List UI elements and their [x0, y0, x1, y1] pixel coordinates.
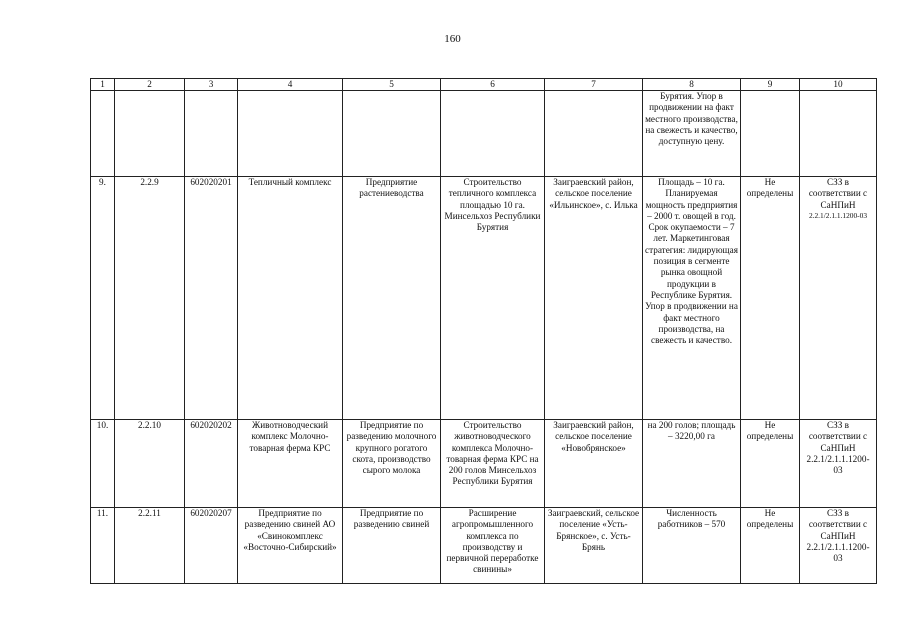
id-cell — [185, 91, 238, 177]
object-name-cell — [238, 91, 343, 177]
column-header: 4 — [238, 79, 343, 91]
object-name-cell: Животноводческий комплекс Молочно-товарная ферма КРС — [238, 420, 343, 508]
purpose-cell: Предприятие по разведению свиней — [343, 508, 441, 584]
projects-table — [90, 78, 877, 584]
characteristics-cell: Бурятия. Упор в продвижении на факт местного производства, на свежесть и качество, доступную цену. — [643, 91, 741, 177]
location-cell — [545, 91, 643, 177]
code-cell: 2.2.10 — [115, 420, 185, 508]
characteristics-cell: Площадь – 10 га. Планируемая мощность предприятия – 2000 т. овощей в год. Срок окупаемости – 7 лет. Маркетинговая стратегия: лидирующая позиция в сегменте рынка овощной продукции в Республике Бурятия. Упор в продвижении на факт местного производства, на свежесть и качество. — [643, 177, 741, 420]
column-header: 1 — [91, 79, 115, 91]
sanitary-zone-text: СЗЗ в соответствии с СаНПиН — [808, 177, 868, 210]
page-number: 160 — [444, 33, 461, 45]
row-number — [91, 91, 115, 177]
location-cell: Заиграевский район, сельское поселение «Ильинское», с. Илька — [545, 177, 643, 420]
sanitary-zone-cell: СЗЗ в соответствии с СаНПиН 2.2.1/2.1.1.1200-03 — [800, 420, 877, 508]
row-number: 11. — [91, 508, 115, 584]
sanitary-zone-code: 2.2.1/2.1.1.1200-03 — [808, 210, 868, 220]
column-header: 5 — [343, 79, 441, 91]
location-cell: Заиграевский, сельское поселение «Усть-Брянское», с. Усть-Брянь — [545, 508, 643, 584]
table-row — [91, 420, 877, 508]
row-number: 9. — [91, 177, 115, 420]
description-cell — [441, 91, 545, 177]
zone-cell: Не определены — [741, 177, 800, 420]
id-cell: 602020201 — [185, 177, 238, 420]
zone-cell — [741, 91, 800, 177]
header-row — [91, 79, 877, 91]
purpose-cell: Предприятие растениеводства — [343, 177, 441, 420]
column-header: 9 — [741, 79, 800, 91]
column-header: 7 — [545, 79, 643, 91]
characteristics-cell: Численность работников – 570 — [643, 508, 741, 584]
column-header: 3 — [185, 79, 238, 91]
object-name-cell: Предприятие по разведению свиней АО «Свинокомплекс «Восточно-Сибирский» — [238, 508, 343, 584]
row-number: 10. — [91, 420, 115, 508]
sanitary-zone-cell: СЗЗ в соответствии с СаНПиН 2.2.1/2.1.1.1200-03 — [800, 508, 877, 584]
id-cell: 602020202 — [185, 420, 238, 508]
id-cell: 602020207 — [185, 508, 238, 584]
table-row — [91, 177, 877, 420]
zone-cell: Не определены — [741, 508, 800, 584]
object-name-cell: Тепличный комплекс — [238, 177, 343, 420]
code-cell: 2.2.9 — [115, 177, 185, 420]
zone-cell: Не определены — [741, 420, 800, 508]
sanitary-zone-cell — [800, 177, 877, 420]
description-cell: Расширение агропромышленного комплекса по производству и первичной переработке свинины» — [441, 508, 545, 584]
column-header: 6 — [441, 79, 545, 91]
characteristics-cell: на 200 голов; площадь – 3220,00 га — [643, 420, 741, 508]
purpose-cell — [343, 91, 441, 177]
column-header: 8 — [643, 79, 741, 91]
description-cell: Строительство животноводческого комплекса Молочно-товарная ферма КРС на 200 голов Минсельхоз Республики Бурятия — [441, 420, 545, 508]
sanitary-zone-cell — [800, 91, 877, 177]
table-row — [91, 91, 877, 177]
description-cell: Строительство тепличного комплекса площадью 10 га. Минсельхоз Республики Бурятия — [441, 177, 545, 420]
code-cell: 2.2.11 — [115, 508, 185, 584]
location-cell: Заиграевский район, сельское поселение «Новобрянское» — [545, 420, 643, 508]
column-header: 10 — [800, 79, 877, 91]
table-row — [91, 508, 877, 584]
code-cell — [115, 91, 185, 177]
column-header: 2 — [115, 79, 185, 91]
purpose-cell: Предприятие по разведению молочного крупного рогатого скота, производство сырого молока — [343, 420, 441, 508]
